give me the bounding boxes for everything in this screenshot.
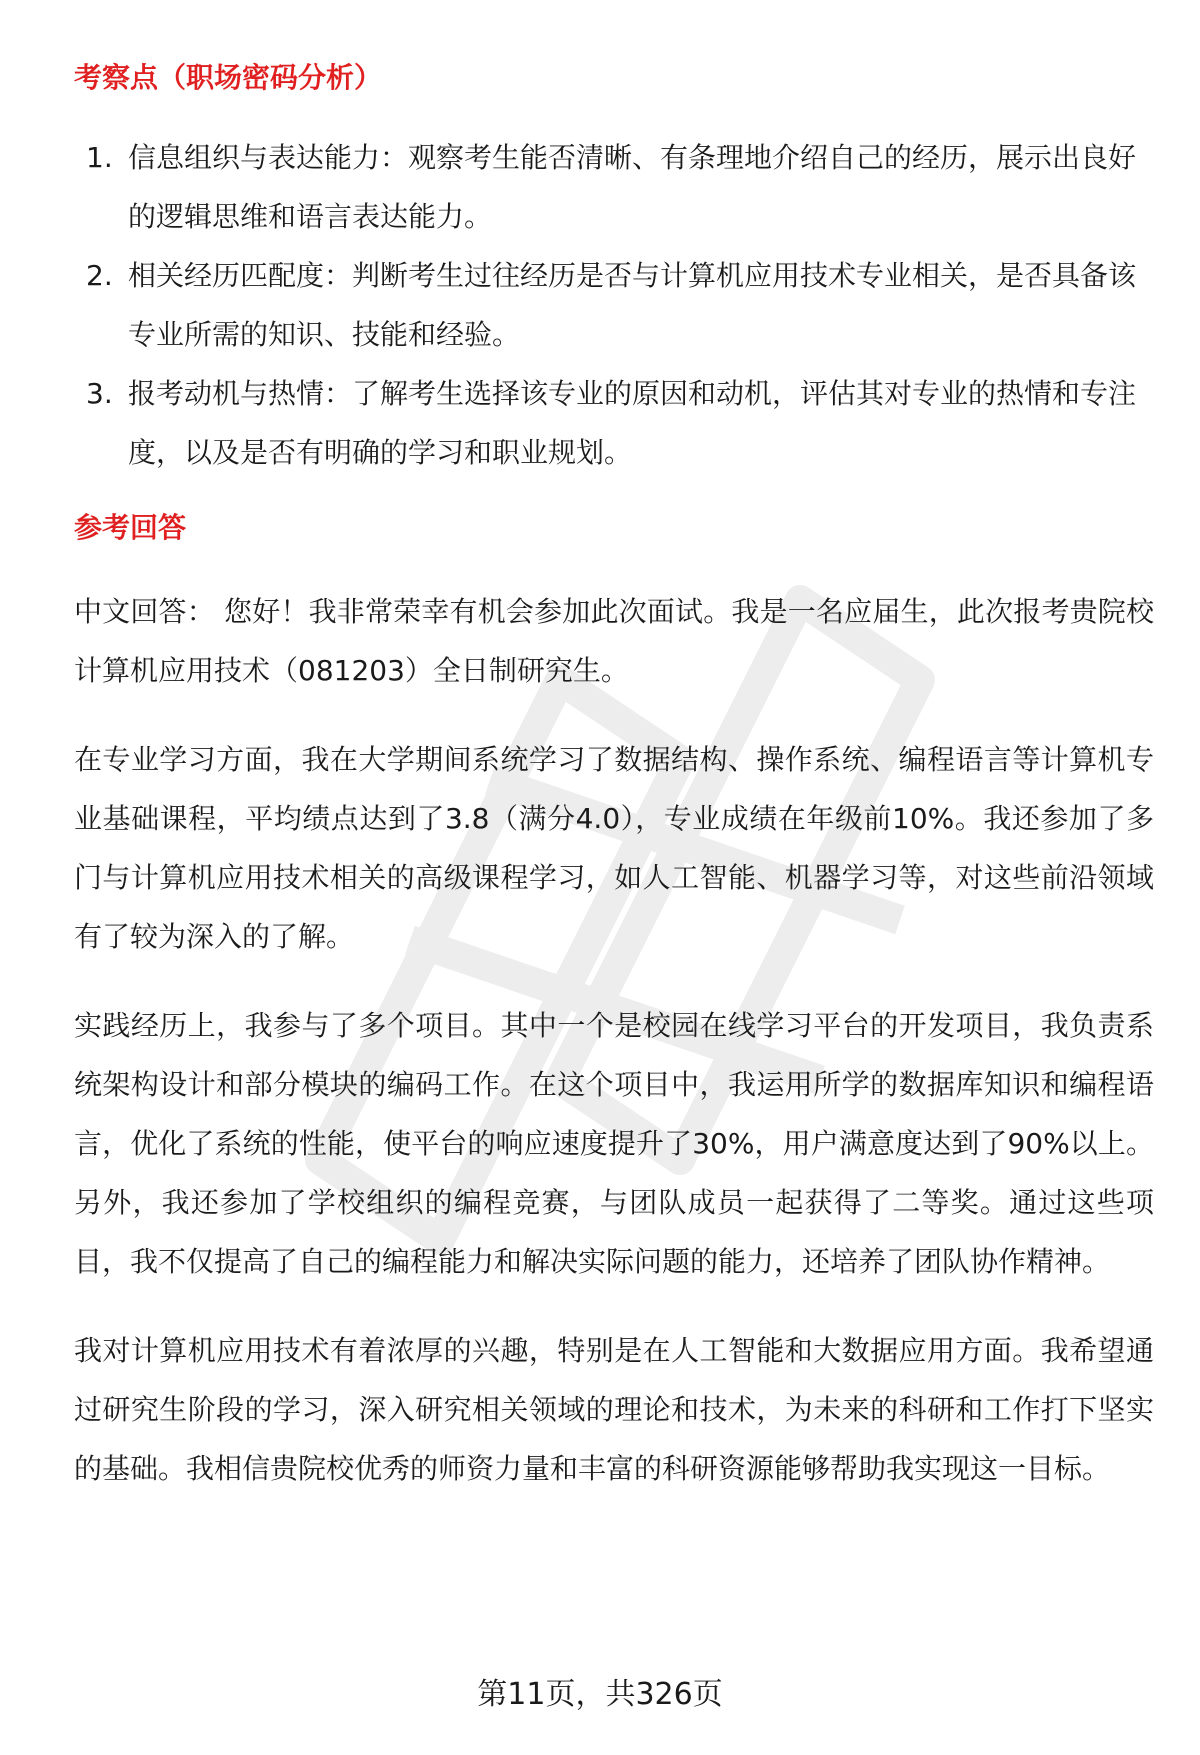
- list-item: [74, 364, 1154, 482]
- list-item-text: 信息组织与表达能力：观察考生能否清晰、有条理地介绍自己的经历，展示出良好的逻辑思维和语言表达能力。: [128, 141, 1137, 233]
- section-title-reference-answer: 参考回答: [74, 511, 187, 544]
- answer-paragraph: 中文回答： 您好！我非常荣幸有机会参加此次面试。我是一名应届生，此次报考贵院校计算机应用技术（081203）全日制研究生。: [74, 595, 1154, 687]
- list-item-number: 2.: [86, 259, 113, 292]
- page-number-footer: 第11页，共326页: [477, 1677, 723, 1712]
- list-item-number: 1.: [86, 141, 113, 174]
- list-item: [74, 128, 1154, 246]
- exam-points-list: [74, 128, 1154, 482]
- answer-paragraph: 在专业学习方面，我在大学期间系统学习了数据结构、操作系统、编程语言等计算机专业基础课程，平均绩点达到了3.8（满分4.0），专业成绩在年级前10%。我还参加了多门与计算机应用技术相关的高级课程学习，如人工智能、机器学习等，对这些前沿领域有了较为深入的了解。: [74, 743, 1154, 953]
- answer-paragraph: 我对计算机应用技术有着浓厚的兴趣，特别是在人工智能和大数据应用方面。我希望通过研究生阶段的学习，深入研究相关领域的理论和技术，为未来的科研和工作打下坚实的基础。我相信贵院校优秀的师资力量和丰富的科研资源能够帮助我实现这一目标。: [74, 1334, 1154, 1485]
- list-item-text: 报考动机与热情：了解考生选择该专业的原因和动机，评估其对专业的热情和专注度，以及是否有明确的学习和职业规划。: [128, 377, 1137, 469]
- page-content: [74, 58, 1154, 1528]
- section-title-exam-points: 考察点（职场密码分析）: [74, 61, 383, 94]
- list-item-number: 3.: [86, 377, 113, 410]
- list-item-text: 相关经历匹配度：判断考生过往经历是否与计算机应用技术专业相关，是否具备该专业所需的知识、技能和经验。: [128, 259, 1137, 351]
- answer-paragraph: 实践经历上，我参与了多个项目。其中一个是校园在线学习平台的开发项目，我负责系统架构设计和部分模块的编码工作。在这个项目中，我运用所学的数据库知识和编程语言，优化了系统的性能，使平台的响应速度提升了30%，用户满意度达到了90%以上。另外，我还参加了学校组织的编程竞赛，与团队成员一起获得了二等奖。通过这些项目，我不仅提高了自己的编程能力和解决实际问题的能力，还培养了团队协作精神。: [74, 1009, 1154, 1278]
- list-item: [74, 246, 1154, 364]
